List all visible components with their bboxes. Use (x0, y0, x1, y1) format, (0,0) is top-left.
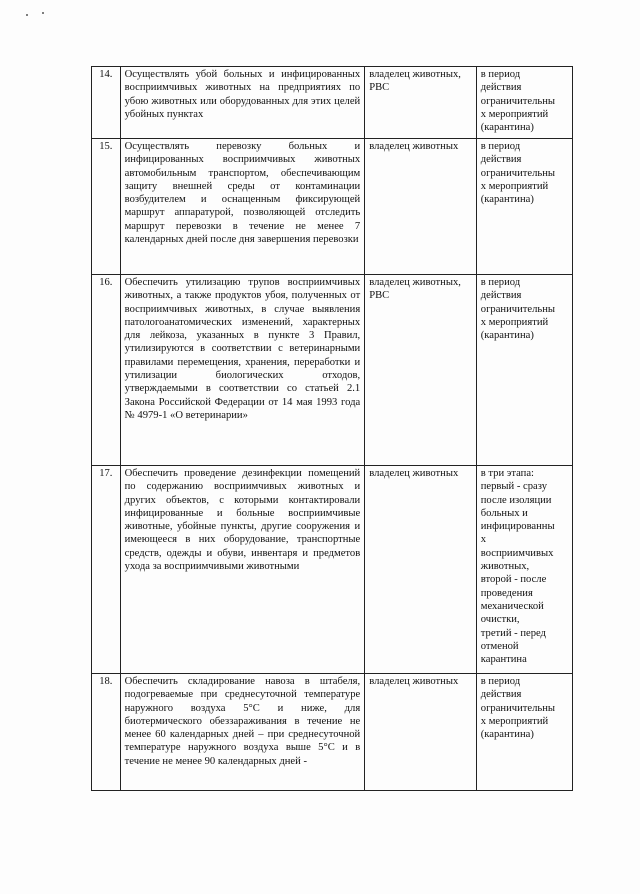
term-line: действия (480, 82, 522, 94)
measure-text: Осуществлять убой больных и инфицированных восприимчивых животных на предприятиях по убою животных или оборудованных для этих целей убойных пунктах (120, 67, 365, 139)
term-line: механической (480, 600, 544, 612)
term-line: х мероприятий (480, 180, 549, 192)
term-cell (476, 674, 572, 791)
term-cell (476, 67, 572, 139)
term-line: действия (480, 154, 522, 166)
measure-text: Обеспечить складирование навоза в штабеля, подогреваемые при среднесуточной температуре наружного воздуха 5°С и ниже, для биотермического обеззараживания в течение не менее 60 календарных дней – при среднесуточной температуре наружного воздуха выше 5°С и в течение не менее 90 календарных дней - (120, 674, 365, 791)
measure-text: Обеспечить проведение дезинфекции помещений по содержанию восприимчивых животных и других объектов, с которыми контактировали инфицированные и больные восприимчивые животные, убойные пункты, другие сооружения и имеющееся в них оборудование, транспортные средств, одежды и обуви, инвентаря и предметов ухода за восприимчивыми животными (120, 466, 365, 674)
measure-text: Осуществлять перевозку больных и инфицированных восприимчивых животных автомобильным транспортом, обеспечивающим защиту внешней среды от контаминации возбудителем и оснащенным фиксирующей маршрут аппаратурой, позволяющей отследить маршрут перевозки в течение не менее 7 календарных дней после дня завершения перевозки (120, 139, 365, 275)
row-number: 17. (92, 466, 121, 674)
responsible-party: владелец животных, РВС (365, 275, 477, 466)
term-line: ограничительны (480, 167, 555, 179)
term-line: после изоляции (480, 494, 552, 506)
term-line: животных, (480, 561, 530, 573)
row-number: 16. (92, 275, 121, 466)
term-line: х (480, 534, 487, 546)
row-number: 14. (92, 67, 121, 139)
term-line: отменой (480, 640, 519, 652)
scan-speck (26, 14, 28, 16)
term-line: (карантина) (480, 330, 534, 342)
term-line: действия (480, 290, 522, 302)
row-number: 15. (92, 139, 121, 275)
responsible-party: владелец животных (365, 466, 477, 674)
table-body (92, 67, 573, 791)
responsible-party: владелец животных (365, 139, 477, 275)
measures-table (91, 66, 573, 791)
term-line: в период (480, 141, 521, 152)
term-cell (476, 139, 572, 275)
responsible-party: владелец животных, РВС (365, 67, 477, 139)
term-line: в период (480, 69, 521, 80)
term-line: ограничительны (480, 702, 555, 714)
term-line: ограничительны (480, 95, 555, 107)
term-line: в три этапа: (480, 468, 534, 479)
term-line: восприимчивых (480, 547, 554, 559)
measure-text: Обеспечить утилизацию трупов восприимчивых животных, а также продуктов убоя, полученных от восприимчивых животных, в случае выявления патологоанатомических изменений, характерных для лейкоза, указанных в пункте 3 Правил, утилизируются в соответствии с ветеринарными правилами перемещения, хранения, переработки и утилизации биологических отходов, утверждаемыми в соответствии со статьей 2.1 Закона Российской Федерации от 14 мая 1993 года № 4979-1 «О ветеринарии» (120, 275, 365, 466)
term-line: третий - перед (480, 627, 546, 639)
row-number: 18. (92, 674, 121, 791)
term-line: инфицированны (480, 521, 555, 533)
term-line: в период (480, 277, 521, 288)
term-line: второй - после (480, 574, 547, 586)
term-line: х мероприятий (480, 715, 549, 727)
term-line: очистки, (480, 614, 520, 626)
term-cell (476, 466, 572, 674)
term-line: карантина (480, 654, 527, 666)
table-row (92, 67, 573, 139)
term-line: х мероприятий (480, 108, 549, 120)
scan-speck (42, 12, 44, 14)
term-cell (476, 275, 572, 466)
term-line: (карантина) (480, 729, 534, 741)
term-line: (карантина) (480, 122, 534, 134)
term-line: х мероприятий (480, 316, 549, 328)
term-line: проведения (480, 587, 533, 599)
responsible-party: владелец животных (365, 674, 477, 791)
table-row (92, 139, 573, 275)
term-line: больных и (480, 507, 528, 519)
table-row (92, 674, 573, 791)
table-row (92, 466, 573, 674)
term-line: первый - сразу (480, 481, 548, 493)
term-line: ограничительны (480, 303, 555, 315)
table-row (92, 275, 573, 466)
term-line: действия (480, 689, 522, 701)
term-line: (карантина) (480, 194, 534, 206)
term-line: в период (480, 676, 521, 687)
